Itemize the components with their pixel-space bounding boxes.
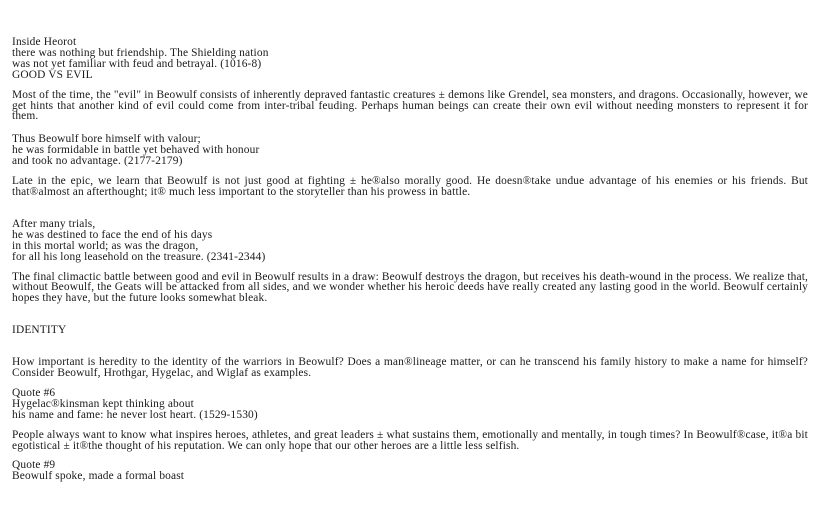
paragraph-heredity: How important is heredity to the identity of the warriors in Beowulf? Does a man®lineage matter, or can he transcend his family history to make a name for himself? Consider Beowulf, Hrothgar, Hygelac, and Wiglaf as examples. bbox=[12, 356, 808, 380]
quote-line: in this mortal world; as was the dragon, bbox=[12, 239, 199, 252]
quote-line: he was destined to face the end of his days bbox=[12, 228, 213, 241]
paragraph-people: People always want to know what inspires heroes, athletes, and great leaders ± what sustains them, emotionally and mentally, in tough times? In Beowulf®case, it®a bit egotistical ± it®the thought of his reputation. We can only hope that our other heroes are a little less selfish. bbox=[12, 428, 808, 452]
section-heading-identity: IDENTITY bbox=[12, 324, 67, 337]
quote-line: for all his long leasehold on the treasure. (2341-2344) bbox=[12, 250, 266, 263]
quote-line: was not yet familiar with feud and betrayal. (1016-8) bbox=[12, 57, 262, 70]
paragraph-final-battle: The final climactic battle between good and evil in Beowulf results in a draw: Beowulf destroys the dragon, but receives his death-wound in the process. We realize that, without Beowulf, the Geats will be attacked from all sides, and we wonder whether his heroic deeds have really created any lasting good in the world. Beowulf certainly hopes they have, but the future looks somewhat bleak. bbox=[12, 270, 808, 305]
quote-line: and took no advantage. (2177-2179) bbox=[12, 155, 183, 168]
quote-line: Thus Beowulf bore himself with valour; bbox=[12, 133, 201, 146]
paragraph-evil: Most of the time, the "evil" in Beowulf consists of inherently depraved fantastic creatures ± demons like Grendel, sea monsters, and dragons. Occasionally, however, we get hints that another kind of evil could come from inter-tribal feuding. Perhaps human beings can create their own evil without needing monsters to represent it for them. bbox=[12, 88, 808, 123]
quote-line: he was formidable in battle yet behaved with honour bbox=[12, 144, 260, 157]
quote-line: there was nothing but friendship. The Shielding nation bbox=[12, 46, 269, 59]
paragraph-late-epic: Late in the epic, we learn that Beowulf is not just good at fighting ± he®also morally good. He doesn®take undue advantage of his enemies or his friends. But that®almost an afterthought; it® much less important to the storyteller than his prowess in battle. bbox=[12, 175, 808, 198]
heading-inside-heorot: Inside Heorot bbox=[12, 36, 77, 48]
section-heading-good-vs-evil: GOOD VS EVIL bbox=[12, 68, 93, 81]
quote-line: Beowulf spoke, made a formal boast bbox=[12, 470, 185, 483]
quote-label: Quote #9 bbox=[12, 459, 56, 472]
quote-line: After many trials, bbox=[12, 217, 96, 230]
quote-line: Hygelac®kinsman kept thinking about bbox=[12, 397, 194, 410]
quote-line: his name and fame: he never lost heart. (1529-1530) bbox=[12, 408, 258, 421]
document-page bbox=[12, 37, 812, 482]
quote-label: Quote #6 bbox=[12, 386, 56, 399]
